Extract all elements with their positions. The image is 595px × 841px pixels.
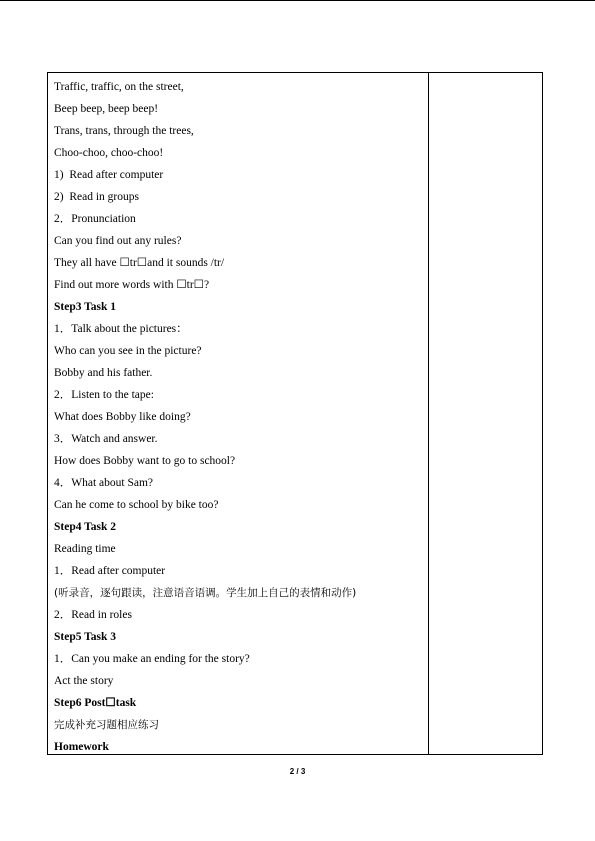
section-heading: Step3 Task 1 <box>54 301 117 313</box>
text-line: 2．Read in roles <box>54 609 132 621</box>
text-line: 1) Read after computer <box>54 169 164 181</box>
text-line: Choo-choo, choo-choo! <box>54 147 164 159</box>
section-heading: Step4 Task 2 <box>54 521 117 533</box>
text-line: They all have ☐tr☐and it sounds /tr/ <box>54 257 225 269</box>
text-line: Trans, trans, through the trees, <box>54 125 194 137</box>
procedure-lines <box>54 79 424 761</box>
text-line: 4．What about Sam? <box>54 477 154 489</box>
text-line: 2．Listen to the tape: <box>54 389 154 401</box>
text-line: Can he come to school by bike too? <box>54 499 219 511</box>
text-line: 2) Read in groups <box>54 191 139 203</box>
text-line: What does Bobby like doing? <box>54 411 191 423</box>
text-line: Traffic, traffic, on the street, <box>54 81 184 93</box>
section-heading: Homework <box>54 741 109 753</box>
text-line: 完成补充习题相应练习 <box>54 719 159 731</box>
text-line: Reading time <box>54 543 116 555</box>
text-line: 1．Can you make an ending for the story? <box>54 653 250 665</box>
text-line: 1．Read after computer <box>54 565 166 577</box>
text-line: 2．Pronunciation <box>54 213 136 225</box>
text-line: Beep beep, beep beep! <box>54 103 159 115</box>
page-top-rule <box>0 0 595 1</box>
page-number: 2 / 3 <box>289 767 306 776</box>
notes-column <box>429 73 542 754</box>
text-line: Who can you see in the picture? <box>54 345 202 357</box>
text-line: Bobby and his father. <box>54 367 153 379</box>
text-line: Act the story <box>54 675 114 687</box>
text-line: Find out more words with ☐tr☐? <box>54 279 210 291</box>
text-line: 3．Watch and answer. <box>54 433 158 445</box>
section-heading: Step6 Post☐task <box>54 697 137 709</box>
text-line: (听录音，逐句跟读，注意语音语调。学生加上自己的表情和动作) <box>54 587 357 599</box>
lesson-plan-table <box>47 72 543 755</box>
section-heading: Step5 Task 3 <box>54 631 117 643</box>
text-line: 1．Talk about the pictures： <box>54 323 188 335</box>
procedure-column <box>48 73 429 754</box>
text-line: Can you find out any rules? <box>54 235 182 247</box>
text-line: How does Bobby want to go to school? <box>54 455 236 467</box>
